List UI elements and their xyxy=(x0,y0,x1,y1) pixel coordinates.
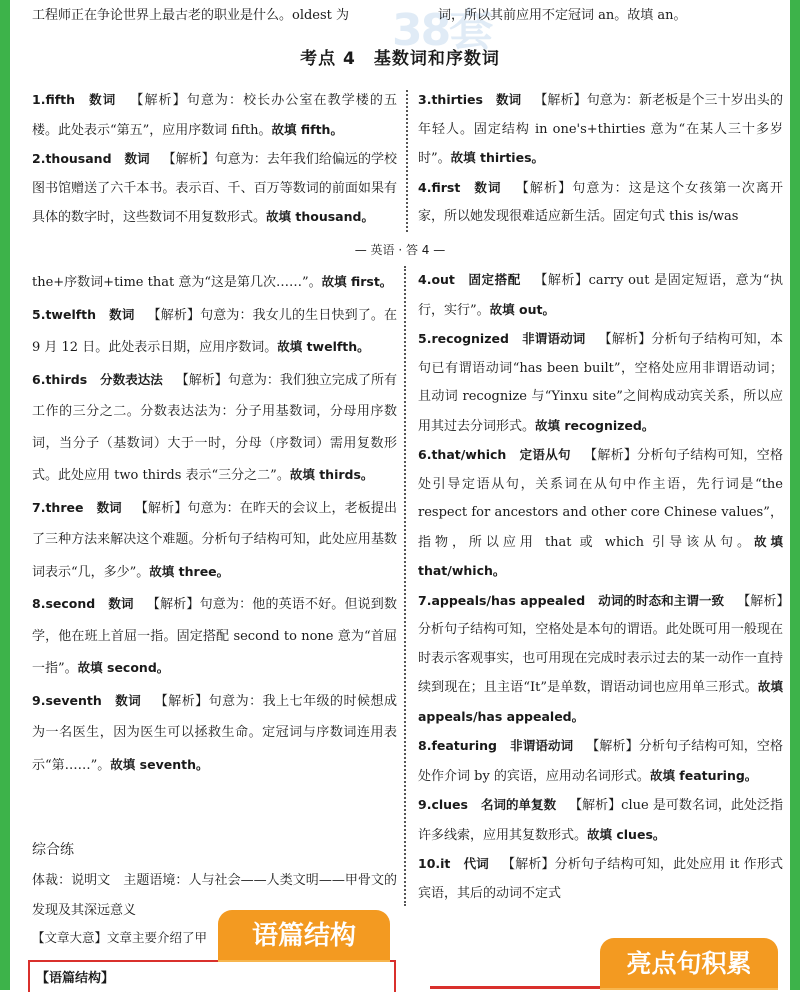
answer-number: 4.first xyxy=(418,179,461,195)
answer-number: 7.three xyxy=(32,499,84,515)
grammar-tag: 数词 xyxy=(473,179,502,195)
right-green-edge xyxy=(790,0,800,990)
answer-item xyxy=(32,588,397,685)
answer-number: 6.that/which xyxy=(418,447,507,462)
grammar-tag: 数词 xyxy=(495,92,522,107)
answer-fill: 故填 thousand。 xyxy=(266,209,374,224)
structure-box xyxy=(28,960,396,992)
explanation-text: 【解析】句意为：我女儿的生日快到了。在 9 月 12 日。此处表示日期，应用序数词。 xyxy=(32,307,397,355)
answer-fill: 故填 first。 xyxy=(321,274,393,289)
answer-fill: 故填 out。 xyxy=(489,301,555,317)
answer-number: 9.seventh xyxy=(32,692,102,708)
structure-label: 【语篇结构】 xyxy=(36,971,115,986)
answer-fill: 故填 appeals/has appealed。 xyxy=(418,679,783,724)
synthesis-heading: 综合练 xyxy=(32,842,74,858)
explanation-text: 【解析】分析句子结构可知，本句已有谓语动词“has been built”，空格处应用非谓语动词；且动词 recognize 与“Yinxu site”之间构成动宾关系，所以应用其过去分词形式。 xyxy=(418,332,783,434)
answer-item xyxy=(418,174,783,232)
answer-fill: 故填 thirties。 xyxy=(450,150,545,165)
left-green-edge xyxy=(0,0,10,990)
answer-item xyxy=(418,791,783,850)
grammar-tag: 名词的单复数 xyxy=(480,797,557,812)
answer-item xyxy=(32,266,397,299)
lower-right-column xyxy=(418,266,783,908)
answer-number: 10.it xyxy=(418,856,451,871)
answer-item xyxy=(32,145,397,233)
answer-item xyxy=(418,732,783,791)
explanation-text: 【解析】句意为：去年我们给偏远的学校图书馆赠送了六千本书。表示百、千、百万等数词的前面如果有具体的数字时，这些数词不用复数形式。 xyxy=(32,152,397,225)
structure-badge xyxy=(218,910,390,962)
grammar-tag: 非谓语动词 xyxy=(521,331,586,346)
page-footer: — 英语 · 答 4 — xyxy=(354,243,446,257)
answer-item xyxy=(32,492,397,589)
top-left-continuation: 工程师正在争论世界上最古老的职业是什么。oldest 为 xyxy=(32,8,350,23)
answer-number: 1.fifth xyxy=(32,92,76,107)
explanation-text: 【解析】句意为：我们独立完成了所有工作的三分之二。分数表达法为：分子用基数词，分母用序数词，当分子（基数词）大于一时，分母（序数词）需用复数形式。此处应用 two thirds 表示“三分之二”。 xyxy=(32,372,397,483)
answer-fill: 故填 that/which。 xyxy=(418,533,783,578)
highlight-badge-label: 亮点句积累 xyxy=(626,949,752,978)
grammar-tag: 分数表达法 xyxy=(100,371,163,387)
answer-fill: 故填 three。 xyxy=(149,563,230,579)
explanation-text: 【解析】句意为：他的英语不好。但说到数学，他在班上首屈一指。固定搭配 second to none 意为“首屈一指”。 xyxy=(32,597,397,676)
answer-number: 2.thousand xyxy=(32,151,112,166)
grammar-tag: 定语从句 xyxy=(519,447,571,462)
article-summary: 【文章大意】文章主要介绍了甲 xyxy=(32,930,208,945)
answer-item xyxy=(418,86,783,174)
answer-fill: 故填 second。 xyxy=(77,660,170,675)
answer-item xyxy=(418,587,783,733)
explanation-text: 【解析】句意为：校长办公室在教学楼的五楼。此处表示“第五”，应用序数词 fifth。 xyxy=(32,93,397,138)
synthesis-genre: 体裁：说明文 主题语境：人与社会——人类文明——甲骨文的发现及其深远意义 xyxy=(32,873,397,918)
answer-item xyxy=(32,86,397,145)
lower-left-column xyxy=(32,266,397,781)
grammar-tag: 代词 xyxy=(463,856,489,871)
answer-number: 4.out xyxy=(418,272,455,287)
explanation-text: 【解析】clue 是可数名词，此处泛指许多线索，应用其复数形式。 xyxy=(418,798,783,843)
answer-number: 8.featuring xyxy=(418,738,497,753)
upper-column-divider xyxy=(406,90,408,232)
answer-item xyxy=(418,441,783,587)
answer-item xyxy=(418,325,783,441)
lower-column-divider xyxy=(404,266,406,906)
explanation-text: 【解析】句意为：新老板是个三十岁出头的年轻人。固定结构 in one's+thirties 意为“在某人三十多岁时”。 xyxy=(418,93,783,166)
grammar-tag: 数词 xyxy=(96,499,122,515)
answer-fill: 故填 featuring。 xyxy=(649,767,758,783)
answer-fill: 故填 thirds。 xyxy=(289,467,374,482)
explanation-text: the+序数词+time that 意为“这是第几次……”。 xyxy=(32,275,322,290)
answer-item xyxy=(32,364,397,492)
grammar-tag: 数词 xyxy=(109,306,135,322)
grammar-tag: 数词 xyxy=(108,596,134,611)
answer-number: 5.twelfth xyxy=(32,306,97,322)
answer-number: 7.appeals/has appealed xyxy=(418,592,586,608)
explanation-text: 【解析】句意为：我上七年级的时候想成为一名医生，因为医生可以拯救生命。定冠词与序数词连用表示“第……”。 xyxy=(32,693,397,773)
explanation-text: 【解析】分析句子结构可知，空格处引导定语从句，关系词在从句中作主语，先行词是“the respect for ancestors and other core Chinese values”，指物，所以应用 that 或 which 引导该从句。 xyxy=(418,448,783,550)
explanation-text: 【解析】句意为：在昨天的会议上，老板提出了三种方法来解决这个难题。分析句子结构可知，此处应用基数词表示“几，多少”。 xyxy=(32,500,397,580)
answer-number: 6.thirds xyxy=(32,371,88,387)
explanation-text: 【解析】carry out 是固定短语，意为“执行，实行”。 xyxy=(418,273,783,318)
answer-number: 3.thirties xyxy=(418,92,483,107)
top-right-continuation: 词，所以其前应用不定冠词 an。故填 an。 xyxy=(438,8,687,23)
grammar-tag: 数词 xyxy=(124,151,150,166)
answer-fill: 故填 twelfth。 xyxy=(277,339,370,354)
watermark-logo: 38套 xyxy=(392,5,492,56)
section-title: 考点 4 基数词和序数词 xyxy=(300,49,500,69)
answer-item xyxy=(418,850,783,908)
answer-number: 8.second xyxy=(32,596,96,611)
explanation-text: 【解析】分析句子结构可知，空格处作介词 by 的宾语，应用动名词形式。 xyxy=(418,739,783,784)
grammar-tag: 非谓语动词 xyxy=(509,738,574,753)
answer-item xyxy=(32,685,397,782)
answer-fill: 故填 seventh。 xyxy=(110,756,209,772)
structure-badge-label: 语篇结构 xyxy=(251,921,356,951)
grammar-tag: 数词 xyxy=(114,692,142,708)
answer-item xyxy=(32,299,397,364)
answer-item xyxy=(418,266,783,325)
answer-fill: 故填 recognized。 xyxy=(535,417,655,433)
grammar-tag: 固定搭配 xyxy=(467,272,521,287)
answer-number: 9.clues xyxy=(418,797,468,812)
answer-fill: 故填 fifth。 xyxy=(271,121,343,137)
highlight-badge xyxy=(600,938,778,990)
explanation-text: 【解析】分析句子结构可知，空格处是本句的谓语。此处既可用一般现在时表示客观事实，也可用现在完成时表示过去的某一动作一直持续到现在；且主语“It”是单数，谓语动词也应用单三形式。 xyxy=(418,593,783,695)
answer-fill: 故填 clues。 xyxy=(587,826,666,842)
grammar-tag: 数词 xyxy=(88,92,117,107)
explanation-text: 【解析】句意为：这是这个女孩第一次离开家，所以她发现很难适应新生活。固定句式 this is/was xyxy=(418,180,783,224)
grammar-tag: 动词的时态和主谓一致 xyxy=(598,592,725,608)
upper-right-column xyxy=(418,86,783,232)
explanation-text: 【解析】分析句子结构可知，此处应用 it 作形式宾语，其后的动词不定式 xyxy=(418,857,783,901)
answer-number: 5.recognized xyxy=(418,331,509,346)
upper-left-column xyxy=(32,86,397,233)
